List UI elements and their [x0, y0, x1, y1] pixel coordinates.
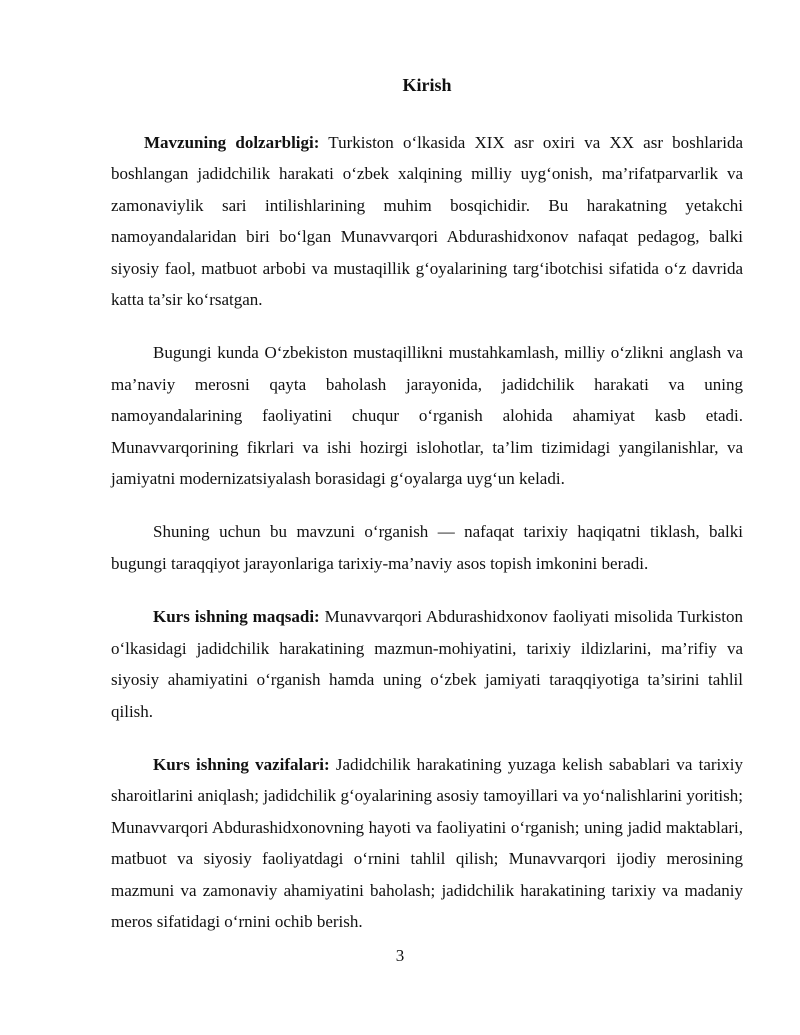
paragraph-text: Munavvarqori Abdurashidxonov faoliyati misolida Turkiston o‘lkasidagi jadidchilik harakatining mazmun-mohiyatini, tarixiy ildizlarini, ma’rifiy va siyosiy ahamiyatini o‘rganish hamda uning o‘zbek jamiyati taraqqiyotiga ta’sirini tahlil qilish. [111, 607, 743, 721]
paragraph-goal [111, 601, 743, 727]
paragraph-therefore [111, 516, 743, 579]
paragraph-text: Bugungi kunda O‘zbekiston mustaqillikni mustahkamlash, milliy o‘zlikni anglash va ma’naviy merosni qayta baholash jarayonida, jadidchilik harakati va uning namoyandalarining faoliyatini chuqur o‘rganish alohida ahamiyat kasb etadi. Munavvarqorining fikrlari va ishi hozirgi islohotlar, ta’lim tizimidagi yangilanishlar, va jamiyatni modernizatsiyalash borasidagi g‘oyalarga uyg‘un keladi. [111, 343, 743, 489]
page-number: 3 [395, 946, 405, 965]
paragraph-today [111, 337, 743, 494]
paragraph-text: Shuning uchun bu mavzuni o‘rganish — nafaqat tarixiy haqiqatni tiklash, balki bugungi taraqqiyot jarayonlariga tarixiy-ma’naviy asos topish imkonini beradi. [111, 522, 743, 573]
document-title: Kirish [402, 75, 452, 95]
paragraph-text: Jadidchilik harakatining yuzaga kelish sabablari va tarixiy sharoitlarini aniqlash; jadidchilik g‘oyalarining asosiy tamoyillari va yo‘nalishlarini yoritish; Munavvarqori Abdurashidxonovning hayoti va faoliyatini o‘rganish; uning jadid maktablari, matbuot va siyosiy faoliyatdagi o‘rnini tahlil qilish; Munavvarqori ijodiy merosining mazmuni va zamonaviy ahamiyatini baholash; jadidchilik harakatining tarixiy va madaniy meros sifatidagi o‘rnini ochib berish. [111, 754, 743, 931]
paragraph-tasks [111, 749, 743, 937]
paragraph-lead: Mavzuning dolzarbligi: [144, 133, 320, 152]
paragraph-lead: Kurs ishning maqsadi: [153, 607, 320, 627]
document-page [111, 70, 743, 959]
paragraph-text: Turkiston o‘lkasida XIX asr oxiri va XX asr boshlarida boshlangan jadidchilik harakati o‘zbek xalqining milliy uyg‘onish, ma’rifatparvarlik va zamonaviylik sari intilishlarining muhim bosqichidir. Bu harakatning yetakchi namoyandalaridan biri bo‘lgan Munavvarqori Abdurashidxonov nafaqat pedagog, balki siyosiy faol, matbuot arbobi va mustaqillik g‘oyalarining targ‘ibotchisi sifatida o‘z davrida katta ta’sir ko‘rsatgan. [111, 133, 743, 310]
paragraph-lead: Kurs ishning vazifalari: [153, 754, 330, 774]
paragraph-relevance [111, 127, 743, 315]
